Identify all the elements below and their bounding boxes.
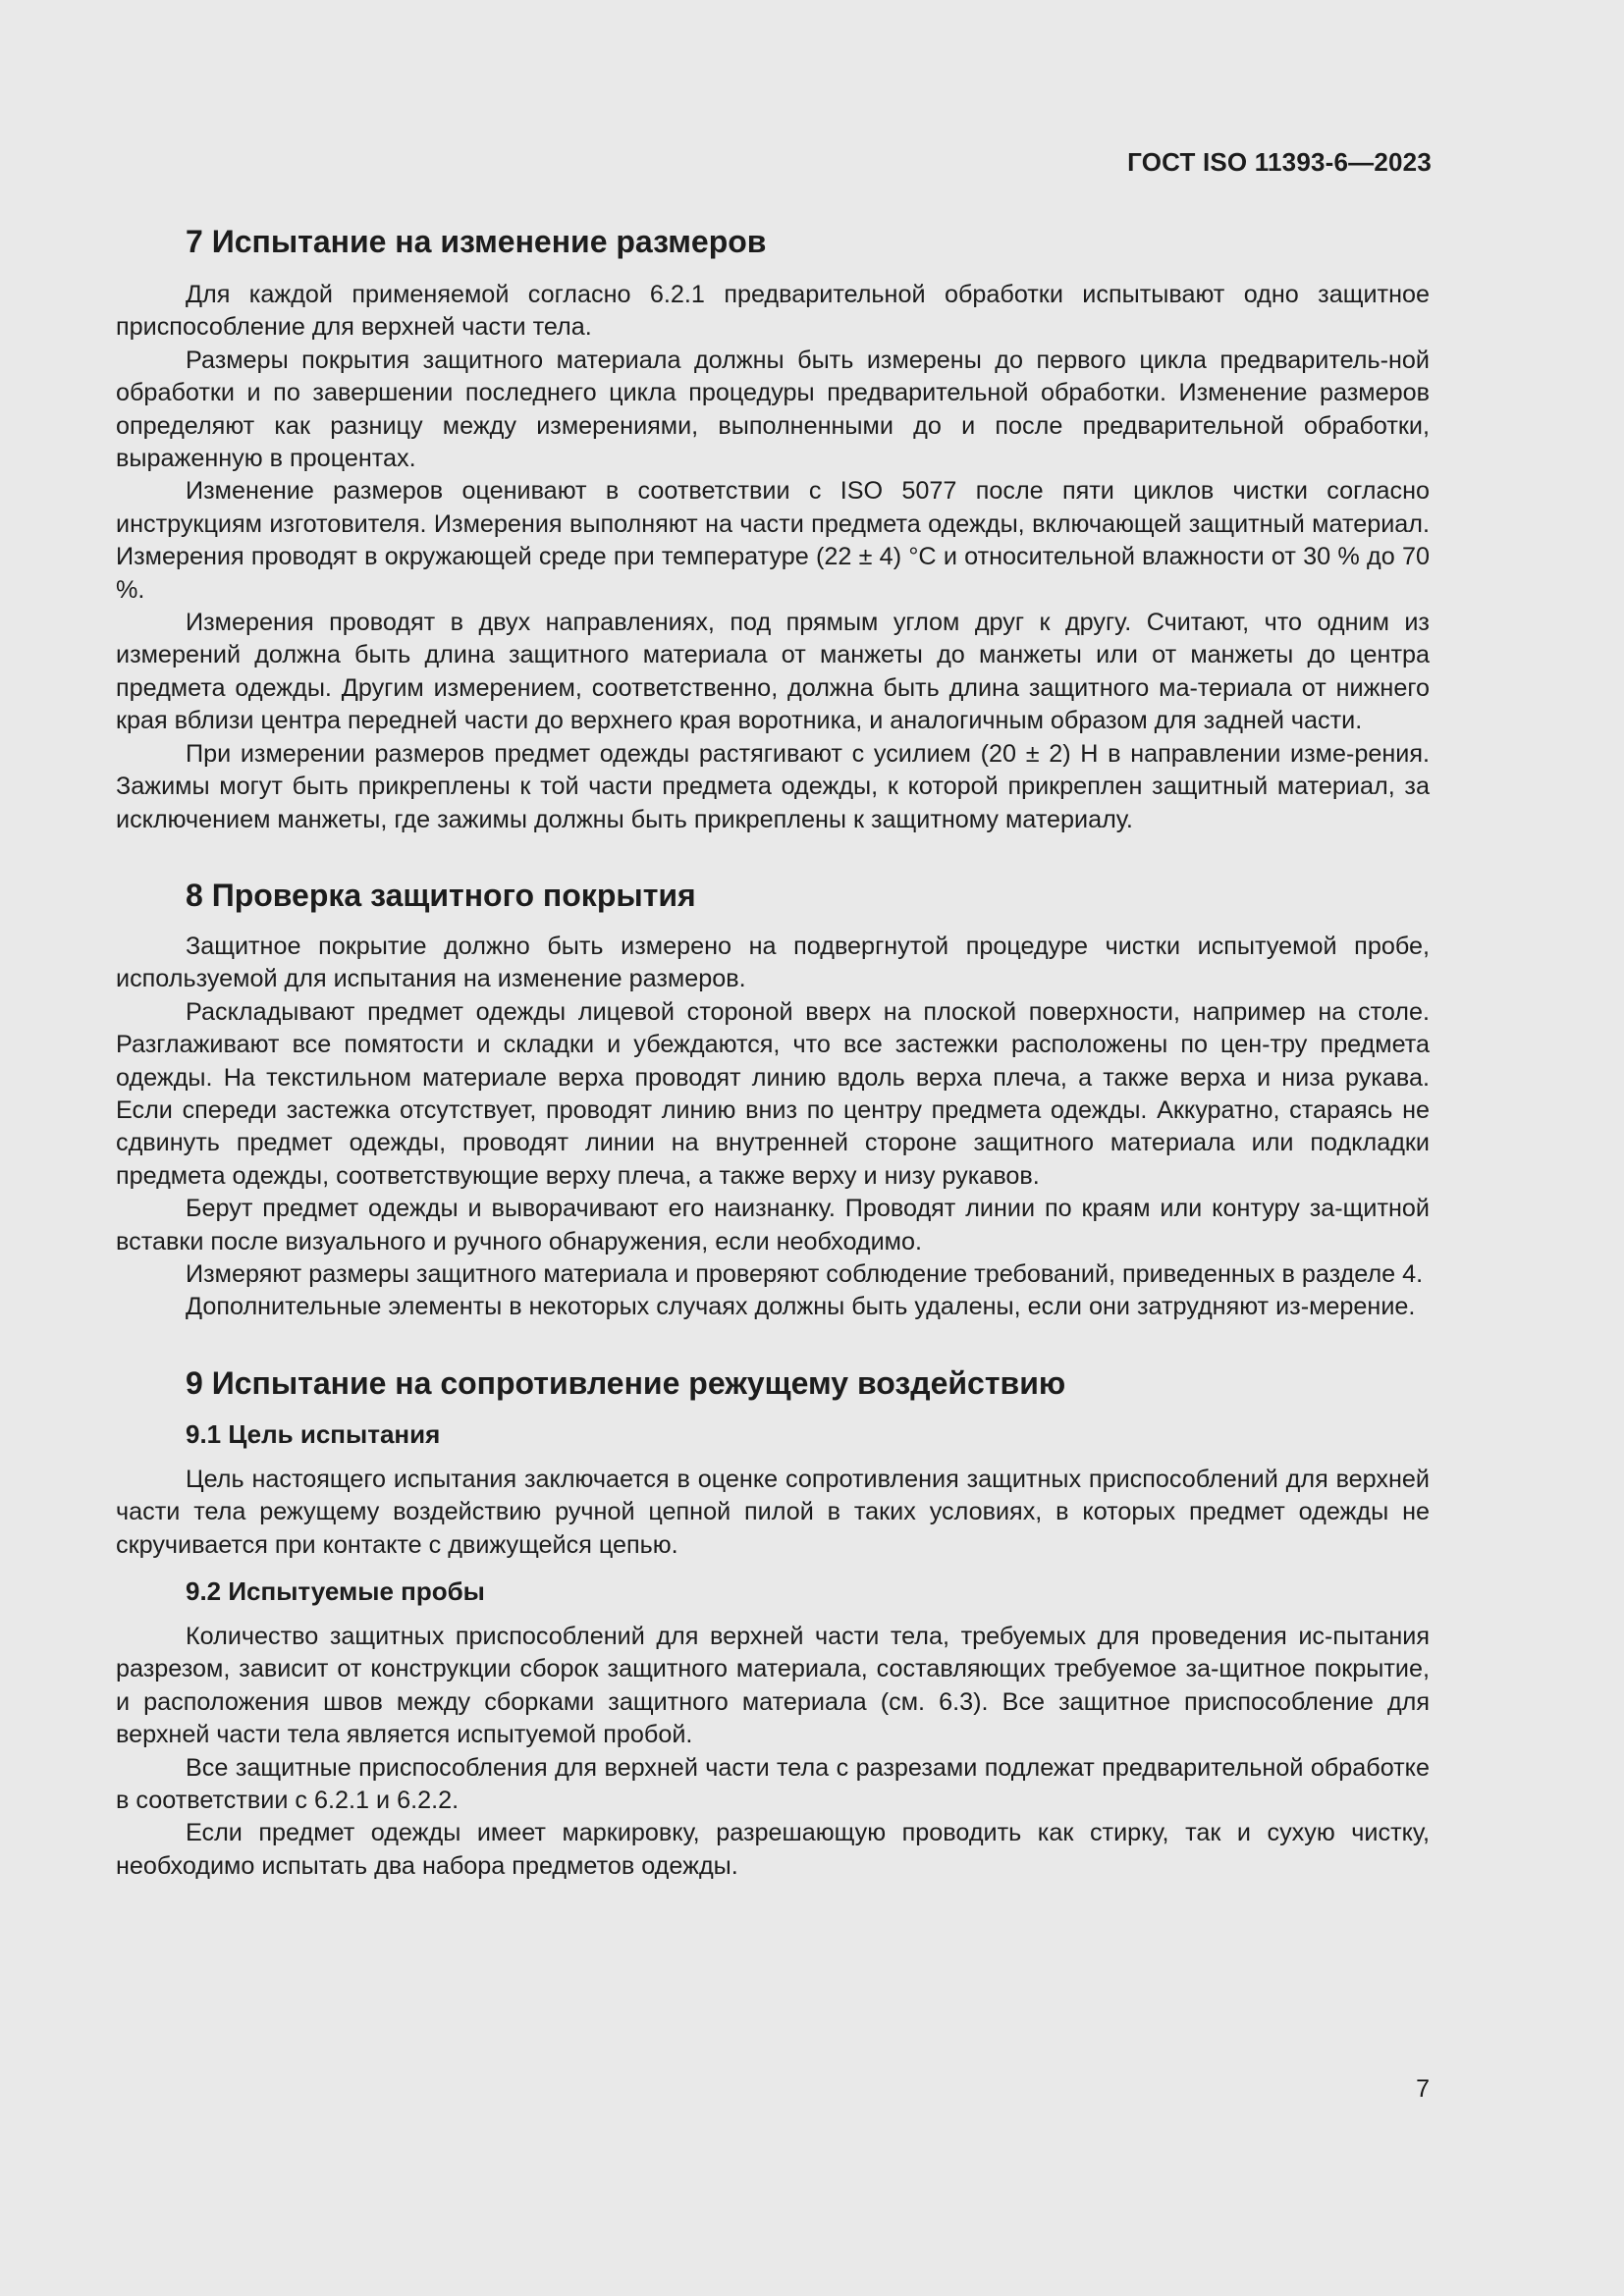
- section-7-paragraph: Для каждой применяемой согласно 6.2.1 предварительной обработки испытывают одно защитное приспособление для верхней части тела.: [116, 281, 1430, 342]
- section-7-paragraph: При измерении размеров предмет одежды растягивают с усилием (20 ± 2) Н в направлении изме-рения. Зажимы могут быть прикреплены к той части предмета одежды, к которой прикреплен защитный материал, за исключением манжеты, где зажимы должны быть прикреплены к защитному материалу.: [116, 739, 1430, 833]
- document-body: [116, 218, 1430, 1883]
- section-7-paragraph: Размеры покрытия защитного материала должны быть измерены до первого цикла предваритель-ной обработки и по завершении последнего цикла процедуры предварительной обработки. Изменение размеров определяют как разницу между измерениями, выполненными до и после предварительной обработки, выраженную в процентах.: [116, 346, 1430, 473]
- subsection-9-1-paragraph: Цель настоящего испытания заключается в оценке сопротивления защитных приспособлений для верхней части тела режущему воздействию ручной цепной пилой в таких условиях, в которых предмет одежды не скручивается при контакте с движущейся цепью.: [116, 1465, 1430, 1559]
- section-8-paragraph: Измеряют размеры защитного материала и проверяют соблюдение требований, приведенных в разделе 4.: [186, 1259, 1424, 1288]
- section-8-paragraph: Берут предмет одежды и выворачивают его наизнанку. Проводят линии по краям или контуру за-щитной вставки после визуального и ручного обнаружения, если необходимо.: [116, 1195, 1430, 1255]
- section-8-paragraph: Дополнительные элементы в некоторых случаях должны быть удалены, если они затрудняют из-мерение.: [186, 1293, 1416, 1321]
- subsection-9-2-paragraph: Количество защитных приспособлений для верхней части тела, требуемых для проведения ис-пытания разрезом, зависит от конструкции сборок защитного материала, составляющих требуемое за-щитное покрытие, и расположения швов между сборками защитного материала (см. 6.3). Все защитное приспособление для верхней части тела является испытуемой пробой.: [116, 1623, 1430, 1749]
- subsection-9-2-paragraph: Все защитные приспособления для верхней части тела с разрезами подлежат предварительной обработке в соответствии с 6.2.1 и 6.2.2.: [116, 1753, 1430, 1815]
- subsection-9-2-paragraph: Если предмет одежды имеет маркировку, разрешающую проводить как стирку, так и сухую чистку, необходимо испытать два набора предметов одежды.: [116, 1819, 1430, 1880]
- subsection-9-2-title: 9.2 Испытуемые пробы: [186, 1576, 485, 1606]
- section-9-title: 9 Испытание на сопротивление режущему воздействию: [186, 1364, 1066, 1401]
- document-header: ГОСТ ISO 11393-6—2023: [1127, 147, 1432, 177]
- section-7-title: 7 Испытание на изменение размеров: [186, 224, 767, 259]
- page-number: 7: [1416, 2075, 1430, 2103]
- section-8-title: 8 Проверка защитного покрытия: [186, 877, 696, 913]
- section-7-paragraph: Изменение размеров оценивают в соответствии с ISO 5077 после пяти циклов чистки согласно инструкциям изготовителя. Измерения выполняют на части предмета одежды, включающей защитный материал. Измерения проводят в окружающей среде при температуре (22 ± 4) °С и относительной влажности от 30 % до 70 %.: [116, 477, 1430, 604]
- subsection-9-1-title: 9.1 Цель испытания: [186, 1418, 441, 1449]
- section-7-paragraph: Измерения проводят в двух направлениях, под прямым углом друг к другу. Считают, что одним из измерений должна быть длина защитного материала от манжеты до манжеты или от манжеты до центра предмета одежды. Другим измерением, соответственно, должна быть длина защитного ма-териала от нижнего края вблизи центра передней части до верхнего края воротника, и аналогичным образом для задней части.: [116, 609, 1430, 735]
- section-8-paragraph: Раскладывают предмет одежды лицевой стороной вверх на плоской поверхности, например на столе. Разглаживают все помятости и складки и убеждаются, что все застежки расположены по цен-тру предмета одежды. На текстильном материале верха проводят линию вдоль верха плеча, а также верха и низа рукава. Если спереди застежка отсутствует, проводят линию вниз по центру предмета одежды. Аккуратно, стараясь не сдвинуть предмет одежды, проводят линии на внутренней стороне защитного материала или подкладки предмета одежды, соответствующие верху плеча, а также верху и низу рукавов.: [116, 997, 1430, 1190]
- section-8-paragraph: Защитное покрытие должно быть измерено на подвергнутой процедуре чистки испытуемой пробе, используемой для испытания на изменение размеров.: [116, 932, 1430, 993]
